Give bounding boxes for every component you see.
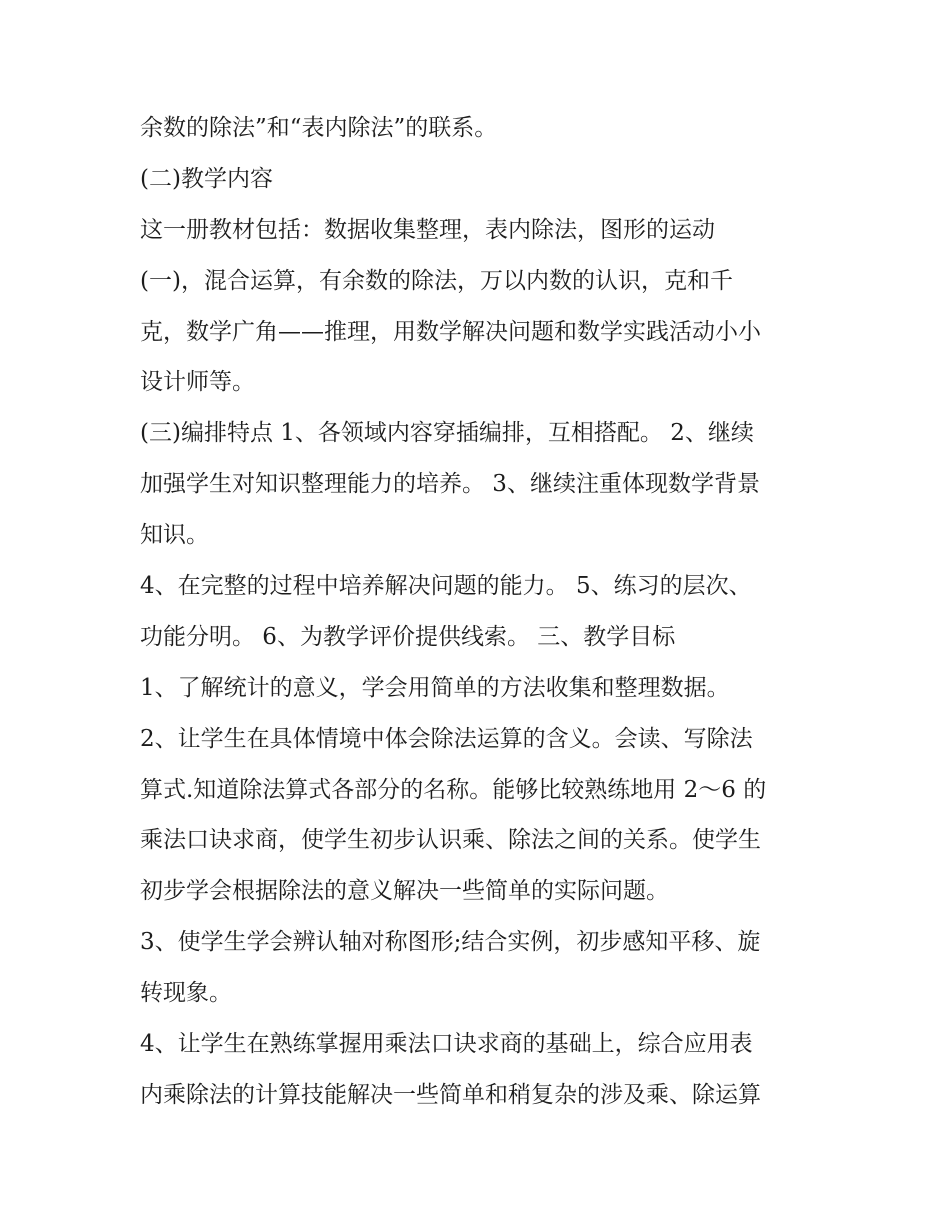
text-line: 余数的除法”和“表内除法”的联系。 — [140, 115, 498, 141]
text-line: 4、在完整的过程中培养解决问题的能力。 5、练习的层次、 — [140, 573, 752, 600]
text-line: 初步学会根据除法的意义解决一些简单的实际问题。 — [140, 878, 669, 905]
text-line: 算式.知道除法算式各部分的名称。能够比较熟练地用 2～6 的 — [140, 776, 767, 803]
text-line: 功能分明。 6、为教学评价提供线索。 三、教学目标 — [140, 623, 676, 650]
text-line: 知识。 — [140, 522, 209, 549]
document-body — [140, 103, 830, 1121]
text-line: 设计师等。 — [140, 369, 255, 396]
section-heading: (二)教学内容 — [140, 165, 273, 192]
text-line: 1、了解统计的意义，学会用简单的方法收集和整理数据。 — [140, 674, 730, 701]
text-line: 转现象。 — [140, 980, 232, 1007]
text-line: (一)，混合运算，有余数的除法，万以内数的认识，克和千 — [140, 267, 733, 294]
text-line: 加强学生对知识整理能力的培养。 3、继续注重体现数学背景 — [140, 471, 760, 498]
text-line: 4、让学生在熟练掌握用乘法口诀求商的基础上，综合应用表 — [140, 1031, 753, 1058]
text-line: (三)编排特点 1、各领域内容穿插编排，互相搭配。 2、继续 — [140, 420, 754, 447]
text-line: 克，数学广角——推理，用数学解决问题和数学实践活动小小 — [140, 318, 761, 345]
text-line: 3、使学生学会辨认轴对称图形;结合实例，初步感知平移、旋 — [140, 929, 761, 956]
text-line: 2、让学生在具体情境中体会除法运算的含义。会读、写除法 — [140, 725, 753, 752]
text-line: 内乘除法的计算技能解决一些简单和稍复杂的涉及乘、除运算 — [140, 1081, 761, 1108]
text-line: 这一册教材包括：数据收集整理，表内除法，图形的运动 — [140, 216, 715, 243]
text-line: 乘法口诀求商，使学生初步认识乘、除法之间的关系。使学生 — [140, 827, 761, 854]
